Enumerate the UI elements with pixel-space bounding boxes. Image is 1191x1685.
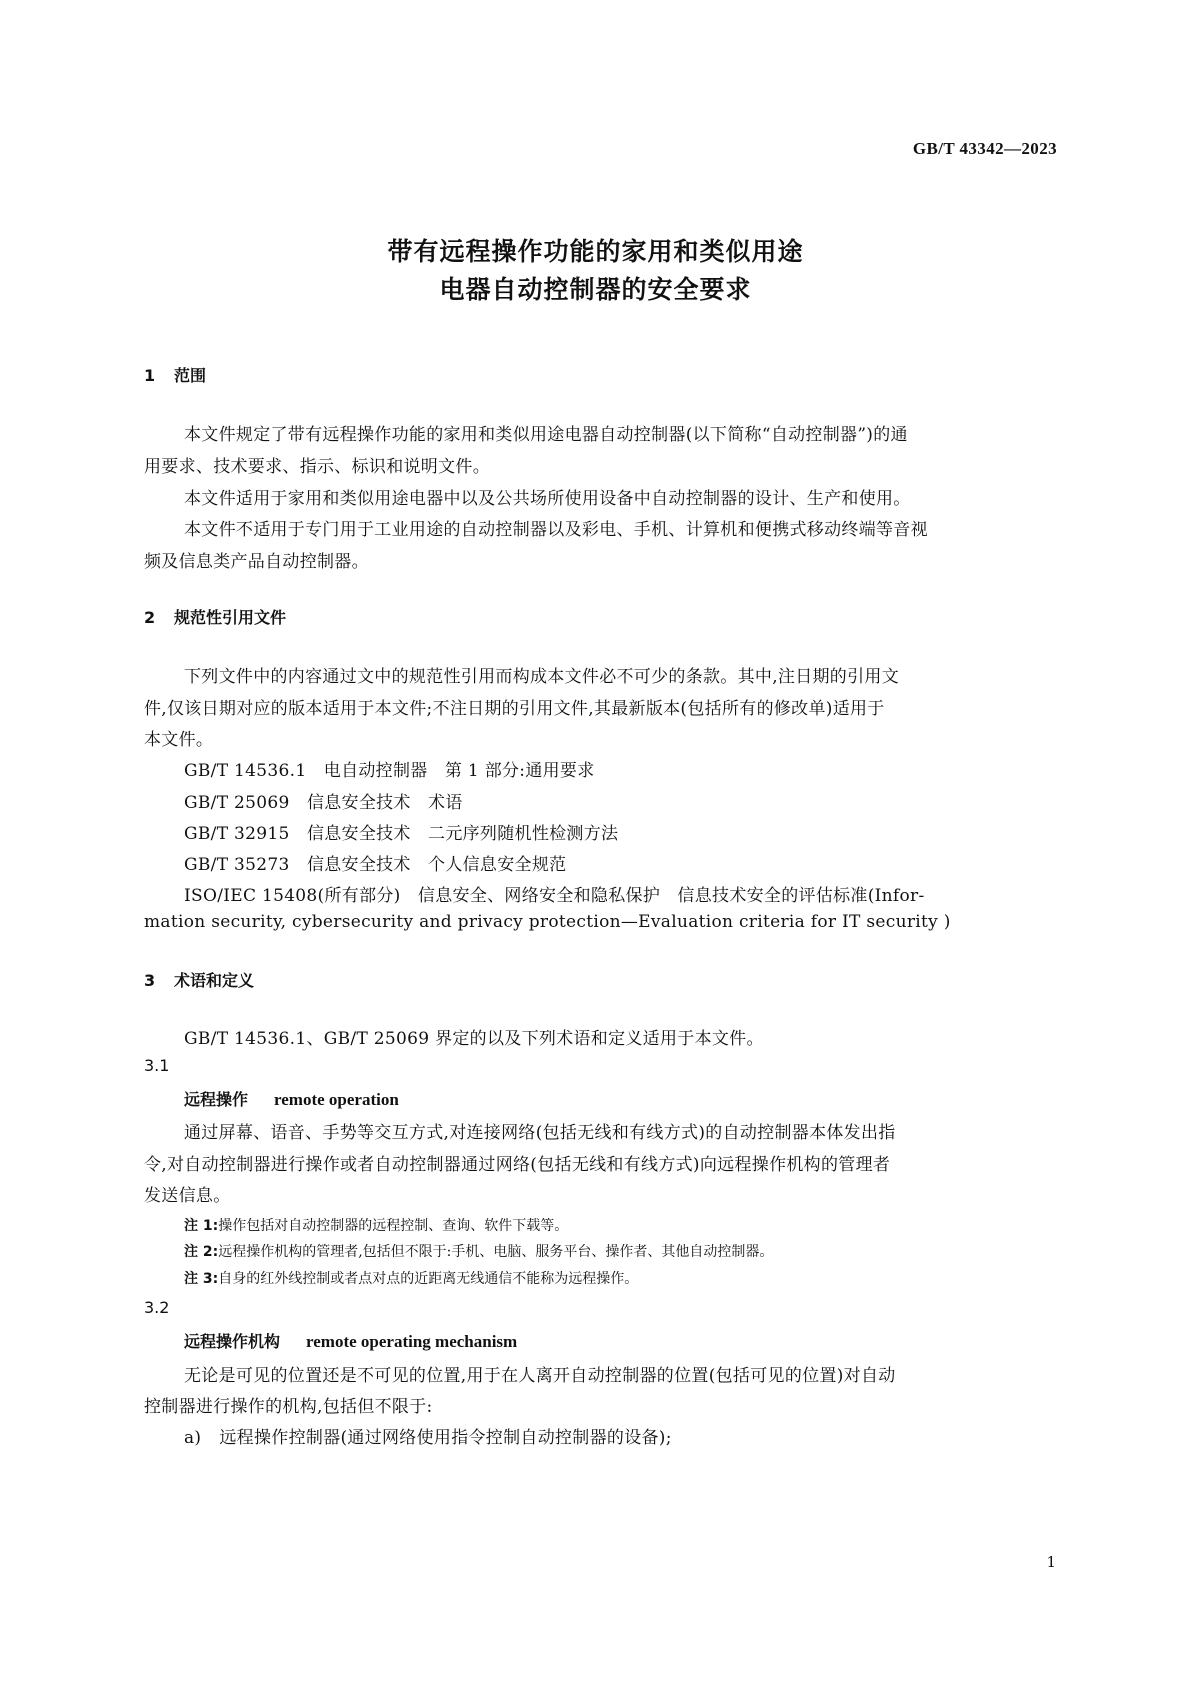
term-heading bbox=[184, 1329, 517, 1352]
term-en: remote operation bbox=[274, 1090, 399, 1109]
definition: 令,对自动控制器进行操作或者自动控制器通过网络(包括无线和有线方式)向远程操作机构的管理者 bbox=[144, 1155, 891, 1175]
reference-code: GB/T 25069 bbox=[184, 793, 290, 813]
section-number: 1 bbox=[144, 366, 156, 385]
section-1-heading bbox=[144, 363, 206, 386]
page-number: 1 bbox=[1046, 1553, 1056, 1571]
reference-title: 信息安全技术 术语 bbox=[306, 793, 463, 813]
section-2-heading bbox=[144, 605, 286, 628]
reference-title: 信息安全、网络安全和隐私保护 信息技术安全的评估标准(Infor- bbox=[417, 886, 925, 906]
reference-title: 电自动控制器 第 1 部分:通用要求 bbox=[323, 761, 595, 781]
list-item-text: 远程操作控制器(通过网络使用指令控制自动控制器的设备); bbox=[219, 1428, 672, 1448]
section-title: 规范性引用文件 bbox=[174, 608, 287, 627]
note bbox=[184, 1241, 773, 1261]
section-number: 2 bbox=[144, 608, 156, 627]
reference-code: GB/T 35273 bbox=[184, 855, 290, 875]
reference-title: 信息安全技术 个人信息安全规范 bbox=[306, 855, 567, 875]
note bbox=[184, 1215, 568, 1235]
paragraph: 用要求、技术要求、指示、标识和说明文件。 bbox=[144, 457, 490, 477]
standard-number: GB/T 43342—2023 bbox=[912, 139, 1057, 158]
section-title: 术语和定义 bbox=[174, 971, 255, 990]
term-number: 3.1 bbox=[144, 1056, 170, 1075]
paragraph: 本文件规定了带有远程操作功能的家用和类似用途电器自动控制器(以下简称“自动控制器”)的通 bbox=[184, 425, 908, 445]
paragraph: 本文件。 bbox=[144, 730, 214, 750]
definition: 无论是可见的位置还是不可见的位置,用于在人离开自动控制器的位置(包括可见的位置)对自动 bbox=[184, 1366, 896, 1386]
section-3-heading bbox=[144, 968, 254, 991]
reference-item bbox=[184, 881, 925, 906]
paragraph: 下列文件中的内容通过文中的规范性引用而构成本文件必不可少的条款。其中,注日期的引用文 bbox=[184, 667, 900, 687]
section-title: 范围 bbox=[174, 366, 207, 385]
note-label: 注 1: bbox=[184, 1218, 219, 1234]
document-title-line2: 电器自动控制器的安全要求 bbox=[439, 275, 752, 304]
reference-item bbox=[184, 788, 463, 813]
reference-item bbox=[184, 819, 618, 844]
list-item bbox=[184, 1423, 672, 1448]
document-title-line1: 带有远程操作功能的家用和类似用途 bbox=[387, 237, 804, 266]
term-zh: 远程操作 bbox=[184, 1090, 249, 1109]
paragraph: 频及信息类产品自动控制器。 bbox=[144, 552, 369, 572]
note-label: 注 2: bbox=[184, 1244, 219, 1260]
reference-code: GB/T 14536.1 bbox=[184, 761, 307, 781]
section-number: 3 bbox=[144, 971, 156, 990]
term-zh: 远程操作机构 bbox=[184, 1332, 281, 1351]
reference-item bbox=[184, 850, 566, 875]
note-text: 自身的红外线控制或者点对点的近距离无线通信不能称为远程操作。 bbox=[218, 1271, 639, 1287]
list-item-label: a) bbox=[184, 1428, 202, 1448]
paragraph: 件,仅该日期对应的版本适用于本文件;不注日期的引用文件,其最新版本(包括所有的修改单)适用于 bbox=[144, 699, 885, 719]
reference-title: 信息安全技术 二元序列随机性检测方法 bbox=[306, 824, 619, 844]
note-text: 操作包括对自动控制器的远程控制、查询、软件下载等。 bbox=[218, 1218, 569, 1234]
definition: 控制器进行操作的机构,包括但不限于: bbox=[144, 1397, 433, 1417]
paragraph: 本文件适用于家用和类似用途电器中以及公共场所使用设备中自动控制器的设计、生产和使用。 bbox=[184, 489, 911, 509]
note-text: 远程操作机构的管理者,包括但不限于:手机、电脑、服务平台、操作者、其他自动控制器。 bbox=[218, 1244, 774, 1260]
definition: 发送信息。 bbox=[144, 1186, 231, 1206]
reference-continuation: mation security, cybersecurity and privacy protection—Evaluation criteria for IT security ) bbox=[144, 912, 951, 932]
reference-code: ISO/IEC 15408(所有部分) bbox=[184, 886, 401, 906]
term-number: 3.2 bbox=[144, 1298, 170, 1317]
paragraph: GB/T 14536.1、GB/T 25069 界定的以及下列术语和定义适用于本文件。 bbox=[184, 1029, 764, 1049]
term-heading bbox=[184, 1087, 399, 1110]
paragraph: 本文件不适用于专门用于工业用途的自动控制器以及彩电、手机、计算机和便携式移动终端等音视 bbox=[184, 520, 928, 540]
note-label: 注 3: bbox=[184, 1271, 219, 1287]
term-en: remote operating mechanism bbox=[306, 1332, 518, 1351]
definition: 通过屏幕、语音、手势等交互方式,对连接网络(包括无线和有线方式)的自动控制器本体发出指 bbox=[184, 1123, 896, 1143]
reference-code: GB/T 32915 bbox=[184, 824, 290, 844]
reference-item bbox=[184, 756, 595, 781]
note bbox=[184, 1268, 638, 1288]
